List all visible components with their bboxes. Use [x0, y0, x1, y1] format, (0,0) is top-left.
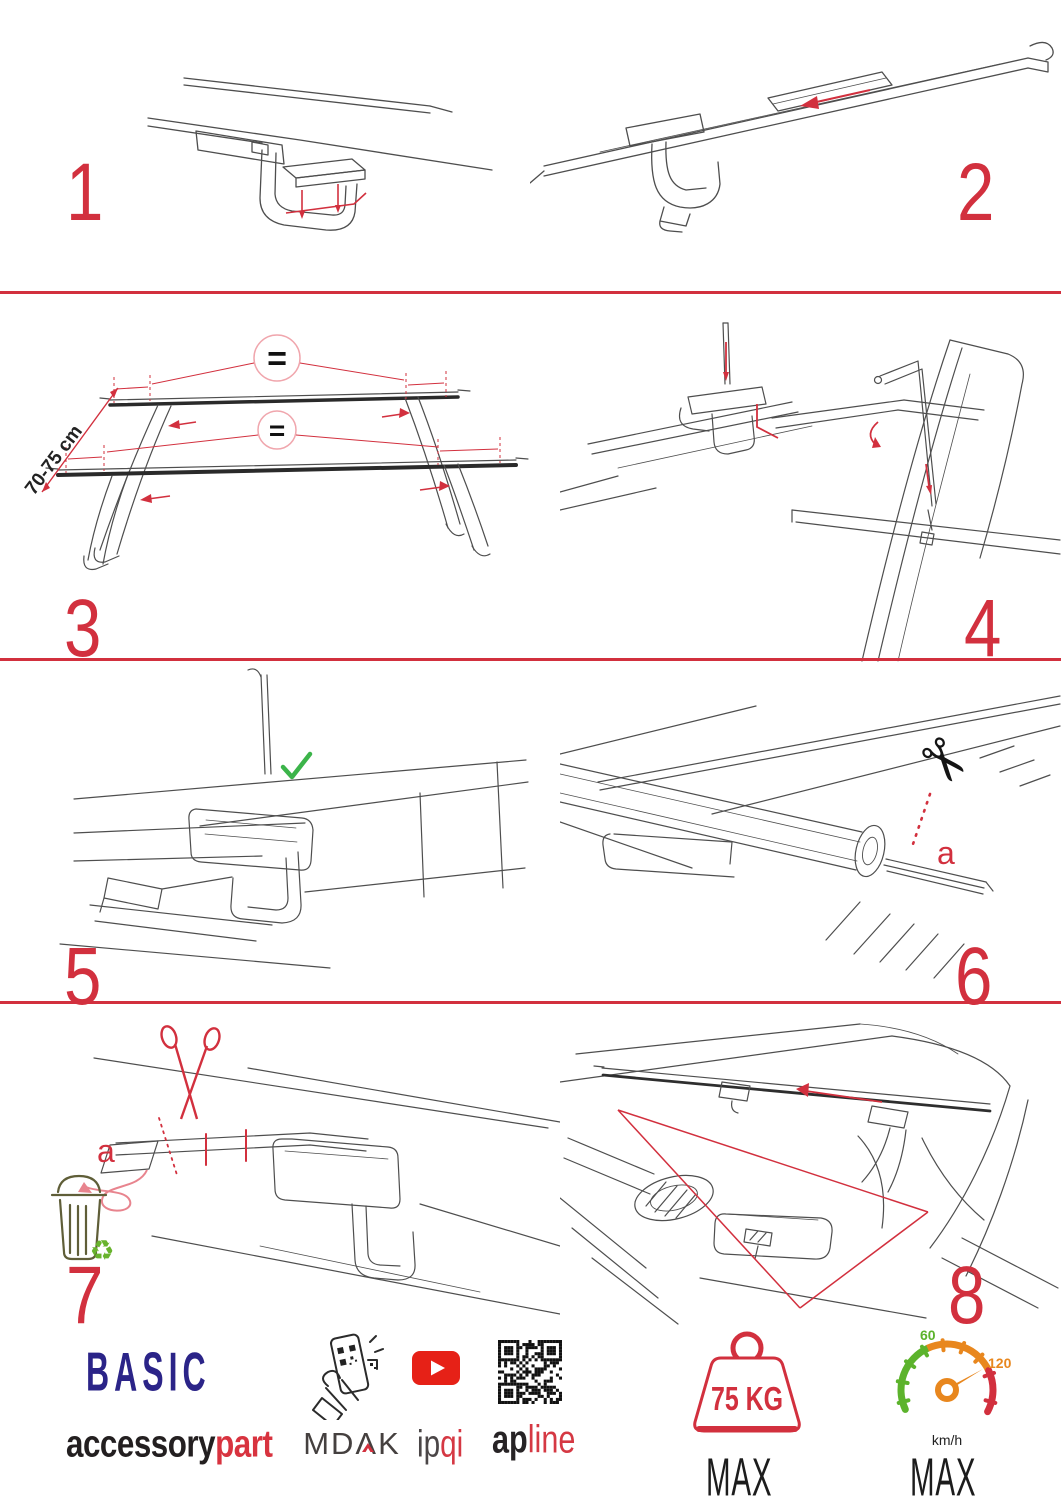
brand-accessory-text: accessory [66, 1422, 216, 1465]
step-number: 4 [964, 583, 1002, 674]
crossbar-distance-label: 70-75 cm [21, 421, 87, 500]
part-a-label: a [97, 1133, 115, 1169]
mdak-lambda-text: Λ [355, 1426, 379, 1461]
youtube-icon [412, 1351, 460, 1385]
brand-ipqi-logo [417, 1422, 463, 1466]
apline-ap-text: ap [492, 1418, 528, 1462]
step-8-illustration [560, 1006, 1061, 1330]
step-number: 7 [66, 1250, 104, 1341]
phone-scan-icon [312, 1330, 384, 1420]
speed-unit-label: km/h [931, 1432, 963, 1448]
mdak-k-text: K [378, 1426, 401, 1461]
brand-apline-logo [492, 1418, 575, 1463]
step-number: 2 [957, 147, 995, 238]
step-number: 6 [955, 931, 993, 1022]
speed-max-value-label: 120 [988, 1355, 1012, 1371]
qr-code [498, 1340, 562, 1404]
step-number: 8 [948, 1250, 986, 1341]
max-weight-icon [676, 1328, 818, 1444]
tighten-arrows [726, 342, 929, 486]
scissors-icon [159, 1024, 222, 1119]
part-a-label: a [937, 835, 955, 871]
equals-symbol: = [268, 415, 286, 446]
equal-spacing-badges [254, 335, 300, 449]
ipqi-qi-text: qi [440, 1422, 464, 1465]
discard-squiggle [86, 1170, 147, 1211]
brand-mdak-logo [294, 1426, 410, 1462]
step-2-illustration [530, 0, 1061, 291]
equals-symbol: = [267, 340, 287, 378]
cut-line [159, 1118, 177, 1175]
speedometer-icon [882, 1326, 1012, 1450]
speed-max-label: MAX [910, 1446, 977, 1500]
mdak-md-text: MD [303, 1426, 356, 1461]
brand-accessorypart-logo [66, 1422, 272, 1466]
magnifier-lines [618, 1091, 928, 1308]
speed-min-label: 60 [920, 1327, 936, 1343]
scissors-icon: ✂ [902, 721, 984, 801]
step-1-illustration [0, 0, 530, 291]
ipqi-ip-text: ip [417, 1422, 441, 1465]
brand-basic-logo: BASIC [86, 1341, 211, 1403]
separator-line [0, 1001, 1061, 1004]
separator-line [0, 658, 1061, 661]
step-number: 3 [64, 583, 102, 674]
brand-part-text: part [215, 1422, 273, 1465]
weight-max-label: MAX [706, 1446, 773, 1500]
step-number: 5 [64, 931, 102, 1022]
apline-line-text: line [527, 1418, 576, 1462]
check-icon [283, 754, 310, 777]
recycle-icon: ♻ [89, 1235, 115, 1266]
weight-value-label: 75 KG [710, 1380, 784, 1418]
separator-line [0, 291, 1061, 294]
step-number: 1 [66, 147, 104, 238]
cut-line [911, 794, 930, 850]
insert-arrows [286, 184, 366, 213]
